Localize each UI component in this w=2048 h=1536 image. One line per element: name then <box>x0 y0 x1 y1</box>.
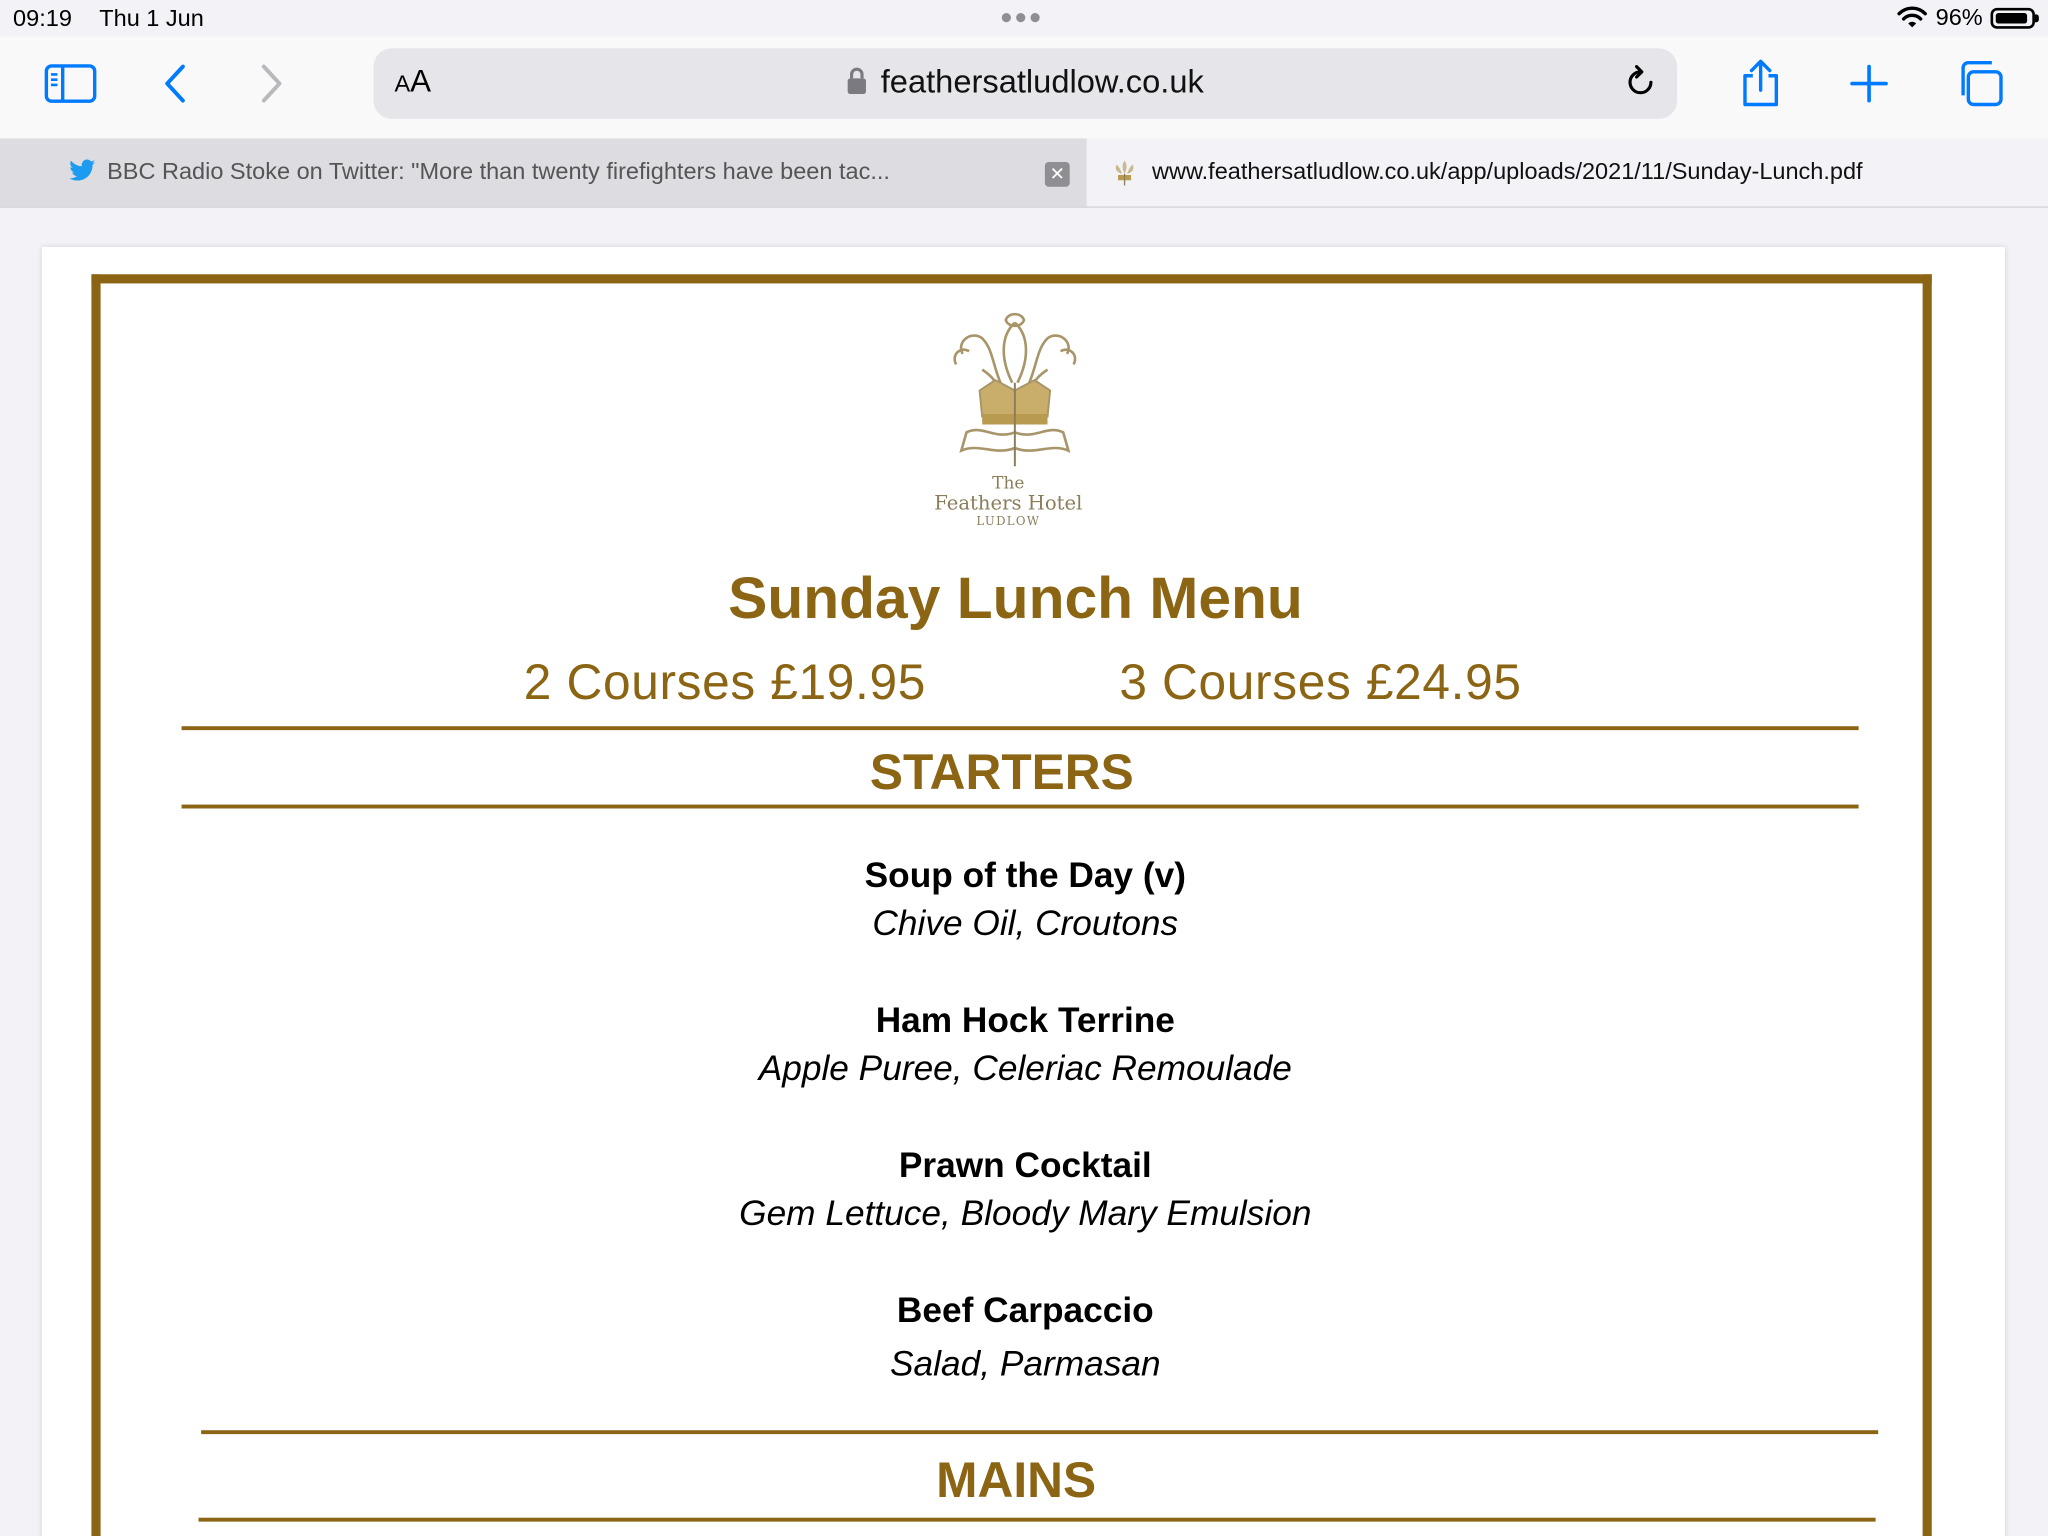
logo-the: The <box>992 474 1025 494</box>
dish-name: Soup of the Day (v) <box>864 855 1186 895</box>
url-text: feathersatludlow.co.uk <box>880 63 1204 101</box>
tab-overview-button[interactable] <box>1951 57 2008 109</box>
dish-soup-of-the-day <box>42 852 2009 949</box>
dish-beef-carpaccio <box>42 1287 2009 1389</box>
chevron-right-icon <box>259 63 285 105</box>
reader-label-small: A <box>394 70 411 97</box>
twitter-bird-icon <box>68 159 97 183</box>
lock-icon <box>847 67 868 96</box>
status-date: Thu 1 Jun <box>99 5 204 32</box>
tab-title: BBC Radio Stoke on Twitter: "More than twenty firefighters have been tac... <box>107 158 890 185</box>
url-display[interactable] <box>374 64 1678 102</box>
feathers-crest-logo <box>943 312 1087 471</box>
logo-name: Feathers Hotel <box>934 491 1083 515</box>
menu-title: Sunday Lunch Menu <box>728 564 1303 631</box>
tabs-icon <box>1957 60 2004 107</box>
dish-name: Ham Hock Terrine <box>875 1000 1175 1040</box>
dish-description: Chive Oil, Croutons <box>872 903 1179 944</box>
close-icon: ✕ <box>1049 163 1065 185</box>
status-indicators <box>1896 4 2034 31</box>
share-icon <box>1740 59 1782 109</box>
section-title-mains: MAINS <box>936 1453 1097 1509</box>
new-tab-button[interactable] <box>1840 57 1897 109</box>
multitasking-dots[interactable] <box>1002 13 1040 22</box>
status-time: 09:19 <box>13 5 72 32</box>
browser-toolbar <box>0 37 2048 139</box>
dish-description: Salad, Parmasan <box>890 1343 1161 1384</box>
sidebar-toggle-button[interactable] <box>42 57 99 109</box>
plus-icon <box>1849 64 1888 103</box>
dish-name: Prawn Cocktail <box>898 1145 1152 1185</box>
dish-description: Apple Puree, Celeriac Remoulade <box>758 1048 1292 1088</box>
reader-label-large: A <box>410 63 432 100</box>
battery-percent: 96% <box>1935 3 1983 31</box>
tab-bar <box>0 138 2048 207</box>
dish-ham-hock-terrine <box>42 997 2009 1094</box>
chevron-left-icon <box>162 63 188 105</box>
tab-bbc-twitter[interactable] <box>0 138 1087 206</box>
divider-rule <box>182 805 1859 809</box>
sidebar-icon <box>44 64 96 103</box>
back-button[interactable] <box>146 57 203 109</box>
logo-place: LUDLOW <box>976 515 1041 529</box>
section-title-starters: STARTERS <box>869 745 1134 801</box>
battery-icon <box>1991 7 2035 28</box>
feathers-favicon-icon <box>1110 158 1139 187</box>
divider-rule <box>199 1518 1876 1522</box>
dish-prawn-cocktail <box>42 1142 2009 1239</box>
dish-name: Beef Carpaccio <box>896 1290 1154 1330</box>
two-course-price: 2 Courses £19.95 <box>523 655 927 711</box>
divider-rule <box>182 726 1859 730</box>
wifi-icon <box>1896 6 1927 30</box>
close-tab-button[interactable] <box>1045 162 1070 187</box>
tab-sunday-lunch-pdf[interactable] <box>1087 138 2048 206</box>
divider-rule <box>201 1430 1878 1434</box>
tab-title: www.feathersatludlow.co.uk/app/uploads/2021/11/Sunday-Lunch.pdf <box>1151 158 1863 185</box>
three-course-price: 3 Courses £24.95 <box>1119 655 1522 711</box>
address-bar[interactable] <box>374 48 1678 119</box>
share-button[interactable] <box>1732 57 1789 109</box>
pdf-page <box>42 247 2005 1536</box>
dish-description: Gem Lettuce, Bloody Mary Emulsion <box>739 1193 1312 1233</box>
reload-icon <box>1622 64 1659 101</box>
reload-button[interactable] <box>1622 64 1659 107</box>
forward-button[interactable] <box>243 57 300 109</box>
